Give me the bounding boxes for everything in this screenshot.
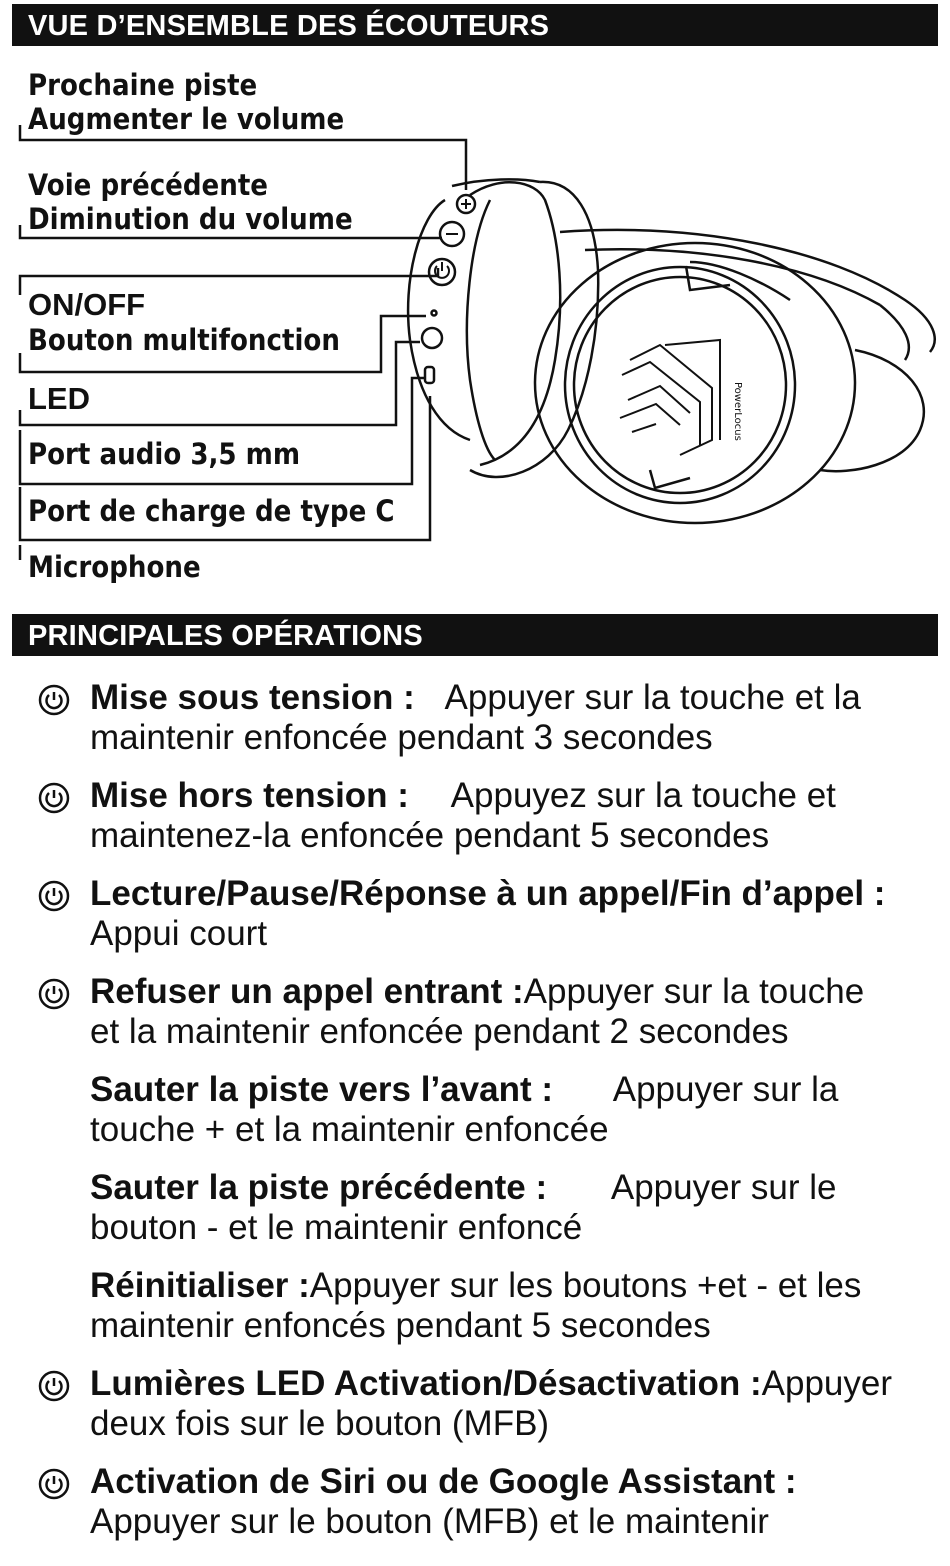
label-charge-port: Port de charge de type C <box>28 494 395 528</box>
list-item-power-on <box>90 678 940 758</box>
section-title-overview: VUE D’ENSEMBLE DES ÉCOUTEURS <box>12 4 938 46</box>
label-audio-port: Port audio 3,5 mm <box>28 437 301 471</box>
op-desc-line2: maintenir enfoncée pendant 3 secondes <box>90 718 713 757</box>
brand-text: PowerLocus <box>732 382 743 441</box>
op-desc-line2: et la maintenir enfoncée pendant 2 secondes <box>90 1012 789 1051</box>
op-desc-line1: Appuyer sur la <box>612 1070 839 1109</box>
list-item-power-off <box>90 776 940 856</box>
list-item-voice-assistant <box>90 1462 940 1542</box>
label-volume-down: Diminution du volume <box>28 202 353 236</box>
op-desc-line1: Appuyer sur la touche et la <box>444 678 861 717</box>
op-label: Lumières LED Activation/Désactivation : <box>90 1364 762 1403</box>
op-desc-line1: Appuyez sur la touche et <box>450 776 836 815</box>
op-label: Sauter la piste vers l’avant : <box>90 1070 553 1109</box>
op-desc-line2: bouton - et le maintenir enfoncé <box>90 1208 583 1247</box>
label-microphone: Microphone <box>28 550 201 584</box>
section-title-operations: PRINCIPALES OPÉRATIONS <box>12 614 938 656</box>
op-desc-line1: Appuyer <box>761 1364 893 1403</box>
op-desc-line2: Appui court <box>90 914 268 953</box>
list-item-reset <box>90 1266 940 1346</box>
op-label: Mise sous tension : <box>90 678 415 717</box>
power-icon <box>38 1370 70 1402</box>
op-label: Sauter la piste précédente : <box>90 1168 548 1207</box>
usb-c-port-shape <box>425 367 434 383</box>
led-shape <box>432 311 437 316</box>
power-icon <box>38 1468 70 1500</box>
label-led: LED <box>28 381 90 416</box>
power-icon <box>38 978 70 1010</box>
right-earcup-shape <box>535 243 924 523</box>
op-label: Lecture/Pause/Réponse à un appel/Fin d’appel : <box>90 874 886 913</box>
op-label: Activation de Siri ou de Google Assistant : <box>90 1462 797 1501</box>
power-icon <box>38 782 70 814</box>
op-desc-line2: maintenir enfoncés pendant 5 secondes <box>90 1306 711 1345</box>
list-item-play-pause <box>90 874 940 954</box>
op-label: Refuser un appel entrant : <box>90 972 524 1011</box>
audio-port-shape <box>422 328 442 348</box>
label-previous-track: Voie précédente <box>28 168 269 202</box>
op-label: Mise hors tension : <box>90 776 409 815</box>
op-desc-line1: Appuyer sur la touche <box>523 972 865 1011</box>
op-desc-line2: deux fois sur le bouton (MFB) <box>90 1404 550 1443</box>
op-desc-line1: Appuyer sur les boutons +et - et les <box>309 1266 862 1305</box>
power-icon <box>38 880 70 912</box>
op-desc-line1: Appuyer sur le <box>610 1168 837 1207</box>
list-item-skip-forward <box>90 1070 940 1150</box>
label-on-off: ON/OFF <box>28 287 146 322</box>
brand-logo-shape <box>620 340 720 455</box>
label-multifunction: Bouton multifonction <box>28 323 340 357</box>
power-icon <box>38 684 70 716</box>
op-desc-line2: maintenez-la enfoncée pendant 5 secondes <box>90 816 770 855</box>
label-next-track: Prochaine piste <box>28 68 258 102</box>
op-desc-line2: Appuyer sur le bouton (MFB) et le maintenir <box>90 1502 769 1541</box>
list-item-skip-back <box>90 1168 940 1248</box>
list-item-led-toggle <box>90 1364 940 1444</box>
op-desc-line2: touche + et la maintenir enfoncée <box>90 1110 609 1149</box>
label-volume-up: Augmenter le volume <box>28 102 345 136</box>
op-label: Réinitialiser : <box>90 1266 310 1305</box>
list-item-reject-call <box>90 972 940 1052</box>
